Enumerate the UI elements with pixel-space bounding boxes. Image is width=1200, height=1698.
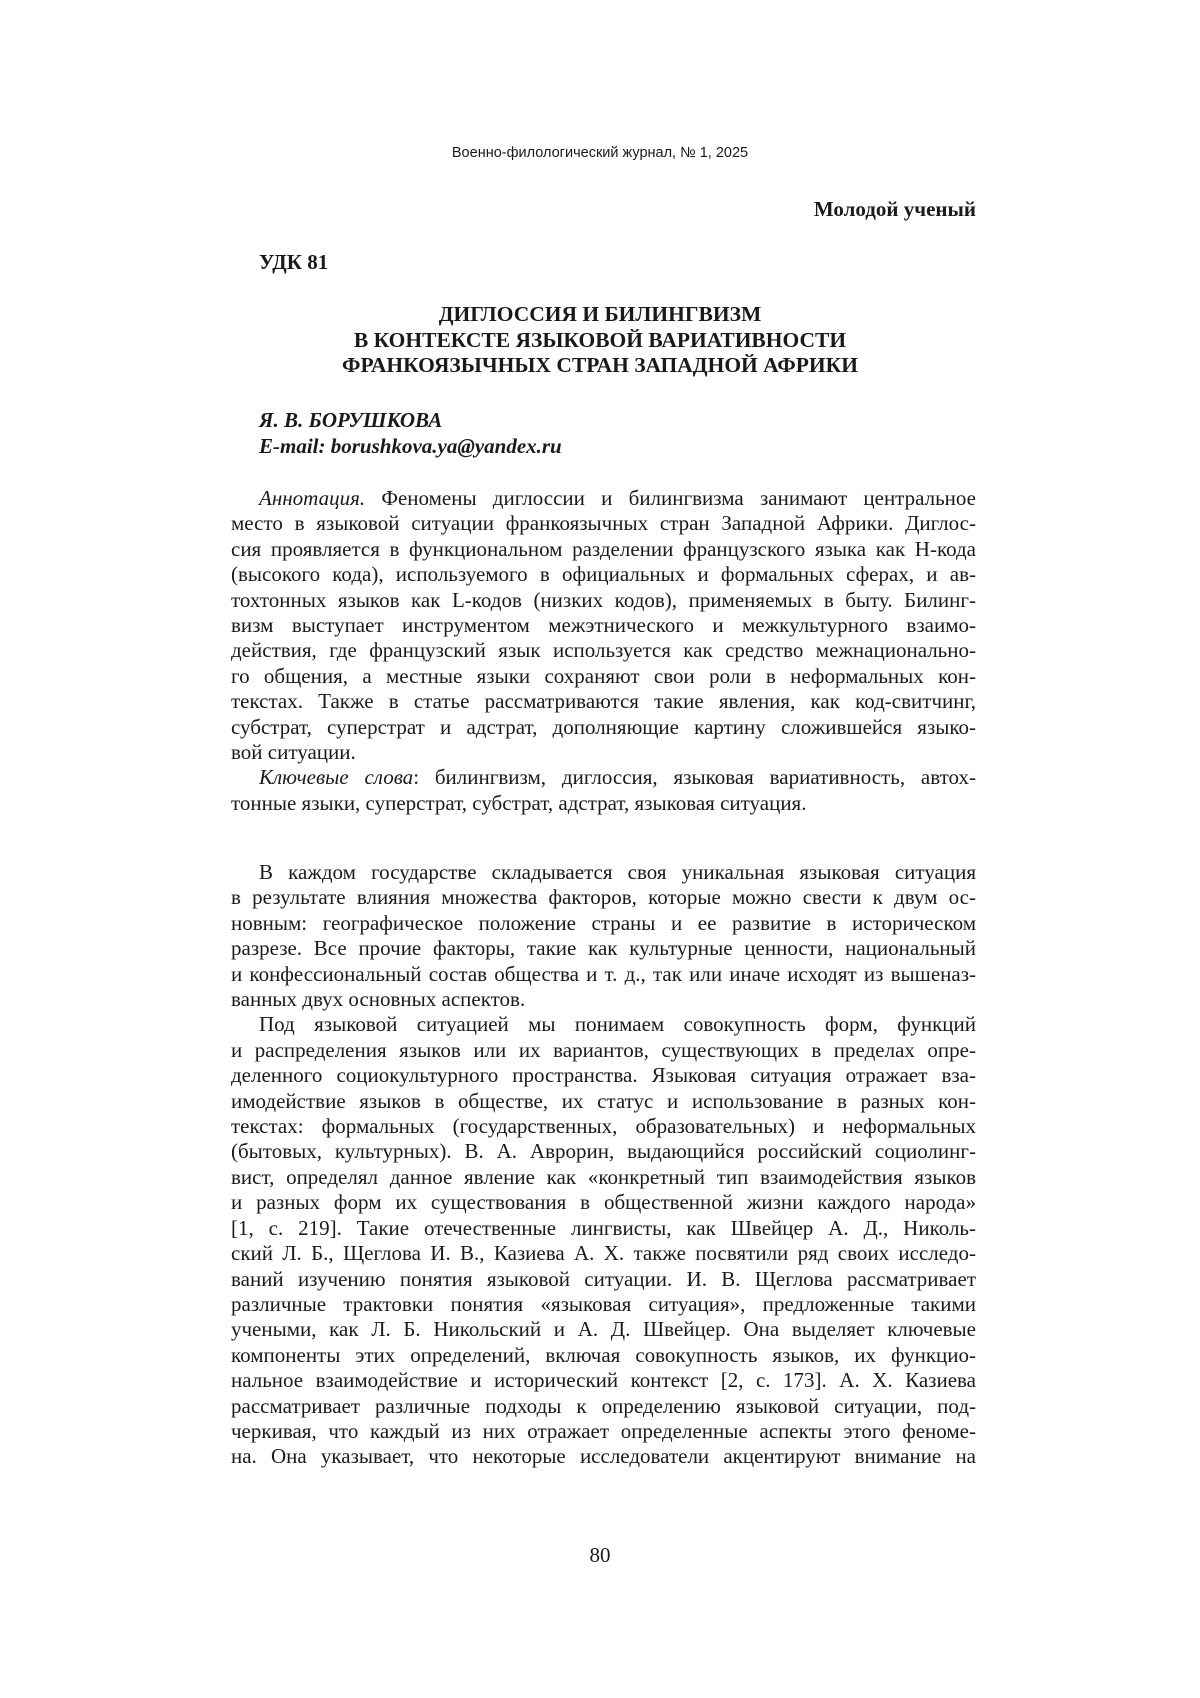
body-line: рассматривает различные подходы к определению языковой ситуации, под- (231, 1393, 976, 1418)
title-line: ДИГЛОССИЯ И БИЛИНГВИЗМ (438, 302, 762, 326)
abstract-line: го общения, а местные языки сохраняют свои роли в неформальных кон- (231, 663, 976, 688)
body-line: имодействие языков в обществе, их статус и использование в разных кон- (231, 1088, 976, 1113)
body-paragraph (231, 860, 976, 1012)
body-line: черкивая, что каждый из них отражает определенные аспекты этого феноме- (231, 1418, 976, 1443)
abstract-line: Аннотация. Феномены диглоссии и билингвизма занимают центральное (259, 486, 976, 510)
keywords-line: тонные языки, суперстрат, субстрат, адстрат, языковая ситуация. (231, 790, 807, 815)
title-line: ФРАНКОЯЗЫЧНЫХ СТРАН ЗАПАДНОЙ АФРИКИ (342, 353, 858, 377)
body-line: Под языковой ситуацией мы понимаем совокупность форм, функций (259, 1012, 976, 1037)
body-line: [1, с. 219]. Такие отечественные лингвисты, как Швейцер А. Д., Николь- (231, 1215, 976, 1240)
author-name: Я. В. БОРУШКОВА (259, 408, 443, 432)
body-line: деленного социокультурного пространства. Языковая ситуация отражает вза- (231, 1063, 976, 1088)
udc-code: УДК 81 (259, 250, 329, 274)
body-line: на. Она указывает, что некоторые исследователи акцентируют внимание на (231, 1444, 976, 1469)
body-line: вист, определял данное явление как «конкретный тип взаимодействия языков (231, 1164, 976, 1189)
body-line: учеными, как Л. Б. Никольский и А. Д. Швейцер. Она выделяет ключевые (231, 1317, 976, 1342)
abstract (231, 486, 976, 765)
abstract-line: тохтонных языков как L-кодов (низких кодов), применяемых в быту. Билинг- (231, 587, 976, 612)
article-title (230, 302, 970, 379)
body-paragraph (231, 1012, 976, 1469)
body-line: (бытовых, культурных). В. А. Аврорин, выдающийся российский социолинг- (231, 1139, 976, 1164)
author-email: E-mail: borushkova.ya@yandex.ru (259, 434, 562, 458)
title-line: В КОНТЕКСТЕ ЯЗЫКОВОЙ ВАРИАТИВНОСТИ (353, 327, 847, 352)
body-line: компоненты этих определений, включая совокупность языков, их функцио- (231, 1342, 976, 1367)
body-line: В каждом государстве складывается своя уникальная языковая ситуация (259, 860, 976, 884)
section-label: Молодой ученый (813, 197, 976, 221)
abstract-line: сия проявляется в функциональном разделении французского языка как H-кода (231, 536, 976, 561)
body-line: и конфессиональный состав общества и т. д., так или иначе исходят из вышеназ- (231, 961, 976, 986)
body-line: текстах: формальных (государственных, образовательных) и неформальных (231, 1114, 976, 1139)
abstract-line: текстах. Также в статье рассматриваются такие явления, как код-свитчинг, (231, 689, 976, 714)
body-line: в результате влияния множества факторов, которые можно свести к двум ос- (231, 885, 976, 910)
abstract-line: вой ситуации. (231, 740, 356, 765)
body-line: ванных двух основных аспектов. (231, 987, 526, 1012)
body-line: ваний изучению понятия языковой ситуации. И. В. Щеглова рассматривает (231, 1266, 976, 1291)
keywords (231, 765, 976, 816)
body-line: нальное взаимодействие и исторический контекст [2, с. 173]. А. Х. Казиева (231, 1368, 976, 1393)
journal-header: Военно-филологический журнал, № 1, 2025 (451, 145, 749, 161)
keywords-line: Ключевые слова: билингвизм, диглоссия, языковая вариативность, автох- (259, 765, 976, 790)
keywords-label: Ключевые слова (259, 765, 414, 790)
body-line: новным: географическое положение страны и ее развитие в историческом (231, 910, 976, 935)
abstract-line: (высокого кода), используемого в официальных и формальных сферах, и ав- (231, 562, 976, 587)
page-number: 80 (589, 1543, 611, 1567)
body-line: и распределения языков или их вариантов, существующих в пределах опре- (231, 1037, 976, 1062)
abstract-line: действия, где французский язык используется как средство межнационально- (231, 638, 976, 663)
abstract-line: субстрат, суперстрат и адстрат, дополняющие картину сложившейся языко- (231, 714, 976, 739)
body-line: ский Л. Б., Щеглова И. В., Казиева А. Х. также посвятили ряд своих исследо- (231, 1241, 976, 1266)
abstract-label: Аннотация. (259, 486, 366, 510)
body-line: и разных форм их существования в общественной жизни каждого народа» (231, 1190, 976, 1215)
body-text (231, 860, 976, 1470)
abstract-line: визм выступает инструментом межэтнического и межкультурного взаимо- (231, 613, 976, 638)
author-block (259, 407, 562, 459)
body-line: различные трактовки понятия «языковая ситуация», предложенные такими (231, 1291, 976, 1316)
abstract-block (231, 486, 976, 816)
body-line: разрезе. Все прочие факторы, такие как культурные ценности, национальный (231, 936, 976, 961)
abstract-line: место в языковой ситуации франкоязычных стран Западной Африки. Диглос- (231, 511, 976, 536)
